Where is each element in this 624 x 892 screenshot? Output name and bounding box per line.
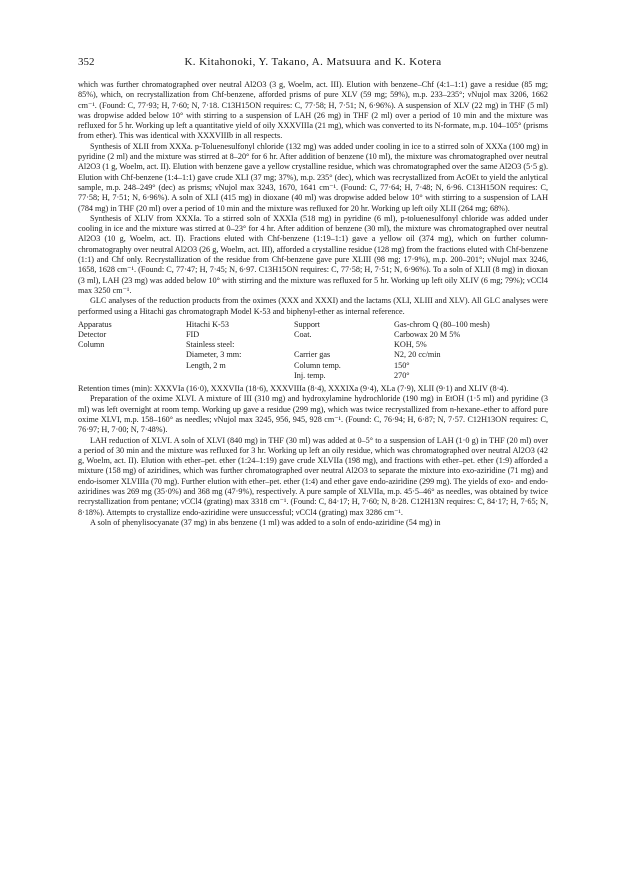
body-text <box>78 80 548 880</box>
table-cell: Coat. <box>294 330 312 340</box>
table-cell: Column temp. <box>294 360 341 370</box>
table-cell: KOH, 5% <box>394 340 427 350</box>
paragraph-retention-times: Retention times (min): XXXVIa (16·0), XXXVIIa (18·6), XXXVIIIa (8·4), XXXIXa (9·4), XLa (7·9), XLII (9·1) and XLIV (8·4). <box>78 384 509 394</box>
table-cell <box>294 340 394 350</box>
table-cell: Support <box>294 319 320 329</box>
table-row <box>78 320 548 330</box>
table-cell: 150° <box>394 360 410 370</box>
table-cell: Column <box>78 340 105 350</box>
page-header <box>78 56 548 70</box>
running-head: K. Kitahonoki, Y. Takano, A. Matsuura and K. Kotera <box>184 56 442 68</box>
table-row <box>78 330 548 340</box>
table-row <box>78 371 548 381</box>
table-cell <box>78 361 186 371</box>
table-cell: Hitachi K-53 <box>186 319 229 329</box>
paragraph-lah-reduction-xlvi: LAH reduction of XLVI. A soln of XLVI (840 mg) in THF (30 ml) was added at 0–5° to a suspension of LAH (1·0 g) in THF (20 ml) over a period of 30 min and the mixture was refluxed for 3 hr. Working up left an oily residue, which was chromatographed over neutral Al2O3 (42 g, Woelm, act. II). Elution with ether–pet. ether (1:24–1:19) gave crude XLVIIa (198 mg), and fractions with ether–pet. ether (1:9) afforded a mixture (158 mg) of aziridines, which was further chromatographed over neutral Al2O3 to separate the mixture into exo-aziridine (71 mg) and endo-isomer XLVIIIa (70 mg). Further elution with ether–pet. ether (1:4) and ether gave endo-aziridine (299 mg). The yields of exo- and endo-aziridines was 269 mg (35·0%) and 368 mg (47·9%), respectively. A pure sample of XLVIIa, m.p. 45·5–46° as needles, was obtained by twice recrystallization from pentane; νCCl4 (grating) max 3318 cm⁻¹. (Found: C, 84·17; H, 7·60; N, 8·28. C12H13N requires: C, 84·17; H, 7·65; N, 8·18%). Attempts to crystallize endo-aziridine were unsuccessful; νCCl4 (grating) max 3286 cm⁻¹. <box>78 435 548 517</box>
table-cell: Diameter, 3 mm: <box>186 350 242 360</box>
table-cell: Length, 2 m <box>186 360 226 370</box>
table-cell: FID <box>186 330 200 340</box>
paragraph-xlv-purification: which was further chromatographed over neutral Al2O3 (3 g, Woelm, act. III). Elution with benzene–Chf (4:1–1:1) gave a residue (85 mg; 85%), which, on recrystallization from Chf-benzene, afforded prisms of pure XLV (59 mg; 59%), m.p. 233–235°; νNujol max 3206, 1662 cm⁻¹. (Found: C, 77·93; H, 7·60; N, 7·18. C13H15ON requires: C, 77·58; H, 7·51; N, 6·96%). A suspension of XLV (22 mg) in THF (5 ml) was dropwise added below 10° with stirring to a suspension of LAH (26 mg) in THF (2 ml) over a period of 10 min and the mixture was refluxed for 5 hr. Working up left a quantitative yield of oily XXXVIIIa (21 mg), which was converted to its N-formate, m.p. 104–105° (prisms from ether). This was identical with XXXVIIIb in all respects. <box>78 80 548 141</box>
table-cell: Gas-chrom Q (80–100 mesh) <box>394 319 490 329</box>
table-cell: Stainless steel: <box>186 340 235 350</box>
table-row <box>78 340 548 350</box>
table-cell: Carbowax 20 M 5% <box>394 330 461 340</box>
table-cell: Detector <box>78 330 107 340</box>
paragraph-synthesis-xliv: Synthesis of XLIV from XXXIa. To a stirred soln of XXXIa (518 mg) in pyridine (6 ml), p-toluenesulfonyl chloride was added under cooling in ice and the mixture was stirred at 0–23° for 4 hr. After addition of benzene (30 ml), the mixture was chromatographed over neutral Al2O3 (10 g, Woelm, act. II). Fractions eluted with Chf-benzene (1:19–1:1) gave a yellow oil (374 mg), which on further column-chromatography over neutral Al2O3 (26 g, Woelm, act. III), afforded a crystalline residue (128 mg) from the fractions eluted with Chf-benzene (1:1) and Chf only. Recrystallization of the residue from Chf-benzene gave pure XLIII (98 mg; 17·9%), m.p. 200–201°; νNujol max 3246, 1658, 1628 cm⁻¹. (Found: C, 77·47; H, 7·45; N, 6·97. C13H15ON requires: C, 77·58; H, 7·51; N, 6·96%). To a soln of XLII (8 mg) in dioxan (3 ml), LAH (23 mg) was added below 10° with stirring and the mixture was refluxed for 5 hr. Working up left oily XLIV (6 mg; 79%); νCCl4 max 3250 cm⁻¹. <box>78 213 548 295</box>
table-cell: N2, 20 cc/min <box>394 350 441 360</box>
table-cell: 270° <box>394 370 410 380</box>
paragraph-synthesis-xlii: Synthesis of XLII from XXXa. p-Toluenesulfonyl chloride (132 mg) was added under cooling in ice to a stirred soln of XXXa (100 mg) in pyridine (2 ml) and the mixture was stirred at 8–20° for 6 hr. After addition of benzene (10 ml), the mixture was chromatographed over neutral Al2O3 (1 g, Woelm, act. II). Elution with benzene gave a yellow crystalline residue, which was chromatographed over the same Al2O3 (5·5 g). Elution with Chf-benzene (1:4–1:1) gave crude XLI (37 mg; 37%), m.p. 235° (dec), which was recrystallized from AcOEt to yield the anlytical sample, m.p. 248–249° (dec) as prisms; νNujol max 3243, 1670, 1641 cm⁻¹. (Found: C, 77·64; H, 7·48; N, 6·96. C13H15ON requires: C, 77·58; H, 7·51; N, 6·96%). A soln of XLI (415 mg) in dioxane (40 ml) was dropwise added below 10° with stirring to a suspension of LAH (784 mg) in THF (20 ml) over a period of 10 min and the mixture was refluxed for 20 hr. Working up left oily XLII (264 mg; 68%). <box>78 141 548 213</box>
page-number: 352 <box>78 56 95 68</box>
paragraph-glc-analyses: GLC analyses of the reduction products from the oximes (XXX and XXXI) and the lactams (XLI, XLIII and XLV). All GLC analyses were performed using a Hitachi gas chromatograph Model K-53 and biphenyl-ether as internal reference. <box>78 296 548 316</box>
table-cell <box>186 371 294 381</box>
table-cell: Apparatus <box>78 319 112 329</box>
glc-conditions-table <box>78 320 548 381</box>
paragraph-oxime-xlvi: Preparation of the oxime XLVI. A mixture of III (310 mg) and hydroxylamine hydrochloride (190 mg) in EtOH (1·5 ml) and pyridine (3 ml) was left overnight at room temp. Working up gave a residue (299 mg), which was twice recrystallized from n-hexane–ether to afford pure oxime XLVI, m.p. 158–160° as needles; νNujol max 3245, 956, 945, 928 cm⁻¹. (Found: C, 76·94; H, 6·87; N, 7·57. C12H13ON requires: C, 76·97; H, 7·00; N, 7·48%). <box>78 394 548 435</box>
table-row <box>78 361 548 371</box>
table-cell: Inj. temp. <box>294 370 326 380</box>
table-cell <box>78 350 186 360</box>
paragraph-phenylisocyanate: A soln of phenylisocyanate (37 mg) in abs benzene (1 ml) was added to a soln of endo-aziridine (54 mg) in <box>90 517 441 527</box>
table-cell <box>78 371 186 381</box>
table-row <box>78 350 548 360</box>
table-cell: Carrier gas <box>294 350 331 360</box>
